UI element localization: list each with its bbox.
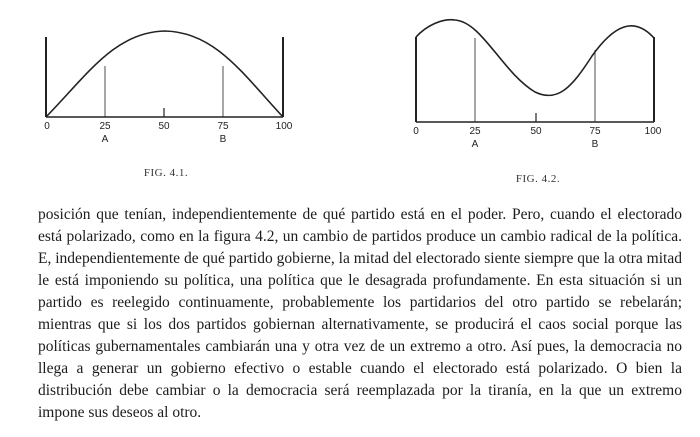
fig1-tick-25: 25 <box>99 121 111 132</box>
fig1-tick-100: 100 <box>275 121 293 132</box>
fig1-distribution-curve <box>46 31 283 117</box>
body-paragraph: posición que tenían, independientemente de qué partido está en el poder. Pero, cuando el electorado está polarizado, como en la figura 4.2, un cambio de partidos produce un cambio radical de la política. E, independientemente de qué partido gobierne, la mitad del electorado siente siempre que la otra mitad le está imponiendo su política, una política que le desagrada profundamente. En esta situación si un partido es reelegido continuamente, probablemente los partidarios del otro partido se rebelarán; mientras que si los dos partidos gobiernan alternativamente, se producirá el caos social porque las políticas gubernamentales cambiarán una y otra vez de un extremo a otro. Así pues, la democracia no llega a generar un gobierno efectivo o estable cuando el electorado está polarizado. O bien la distribución debe cambiar o la democracia será reemplazada por la tiranía, en la que un extremo impone sus deseos al otro. <box>38 206 682 421</box>
fig2-tick-75: 75 <box>589 126 601 137</box>
fig2-caption: FIG. 4.2. <box>515 173 561 185</box>
fig1-point-b-label: B <box>219 134 227 145</box>
fig2-distribution-curve <box>416 20 654 96</box>
fig1-tick-0: 0 <box>44 121 50 132</box>
fig1-tick-50: 50 <box>158 121 170 132</box>
fig1-caption: FIG. 4.1. <box>143 167 189 179</box>
figure-4-2-plot <box>330 0 700 195</box>
fig2-point-a-label: A <box>471 139 479 150</box>
fig1-point-a-label: A <box>101 134 109 145</box>
figure-4-2 <box>330 0 700 195</box>
fig2-tick-100: 100 <box>644 126 662 137</box>
fig2-tick-25: 25 <box>469 126 481 137</box>
figure-4-1-plot <box>0 0 330 195</box>
fig2-tick-50: 50 <box>530 126 542 137</box>
fig2-point-b-label: B <box>591 139 599 150</box>
fig1-tick-75: 75 <box>217 121 229 132</box>
figure-4-1 <box>0 0 330 195</box>
fig2-tick-0: 0 <box>413 126 419 137</box>
